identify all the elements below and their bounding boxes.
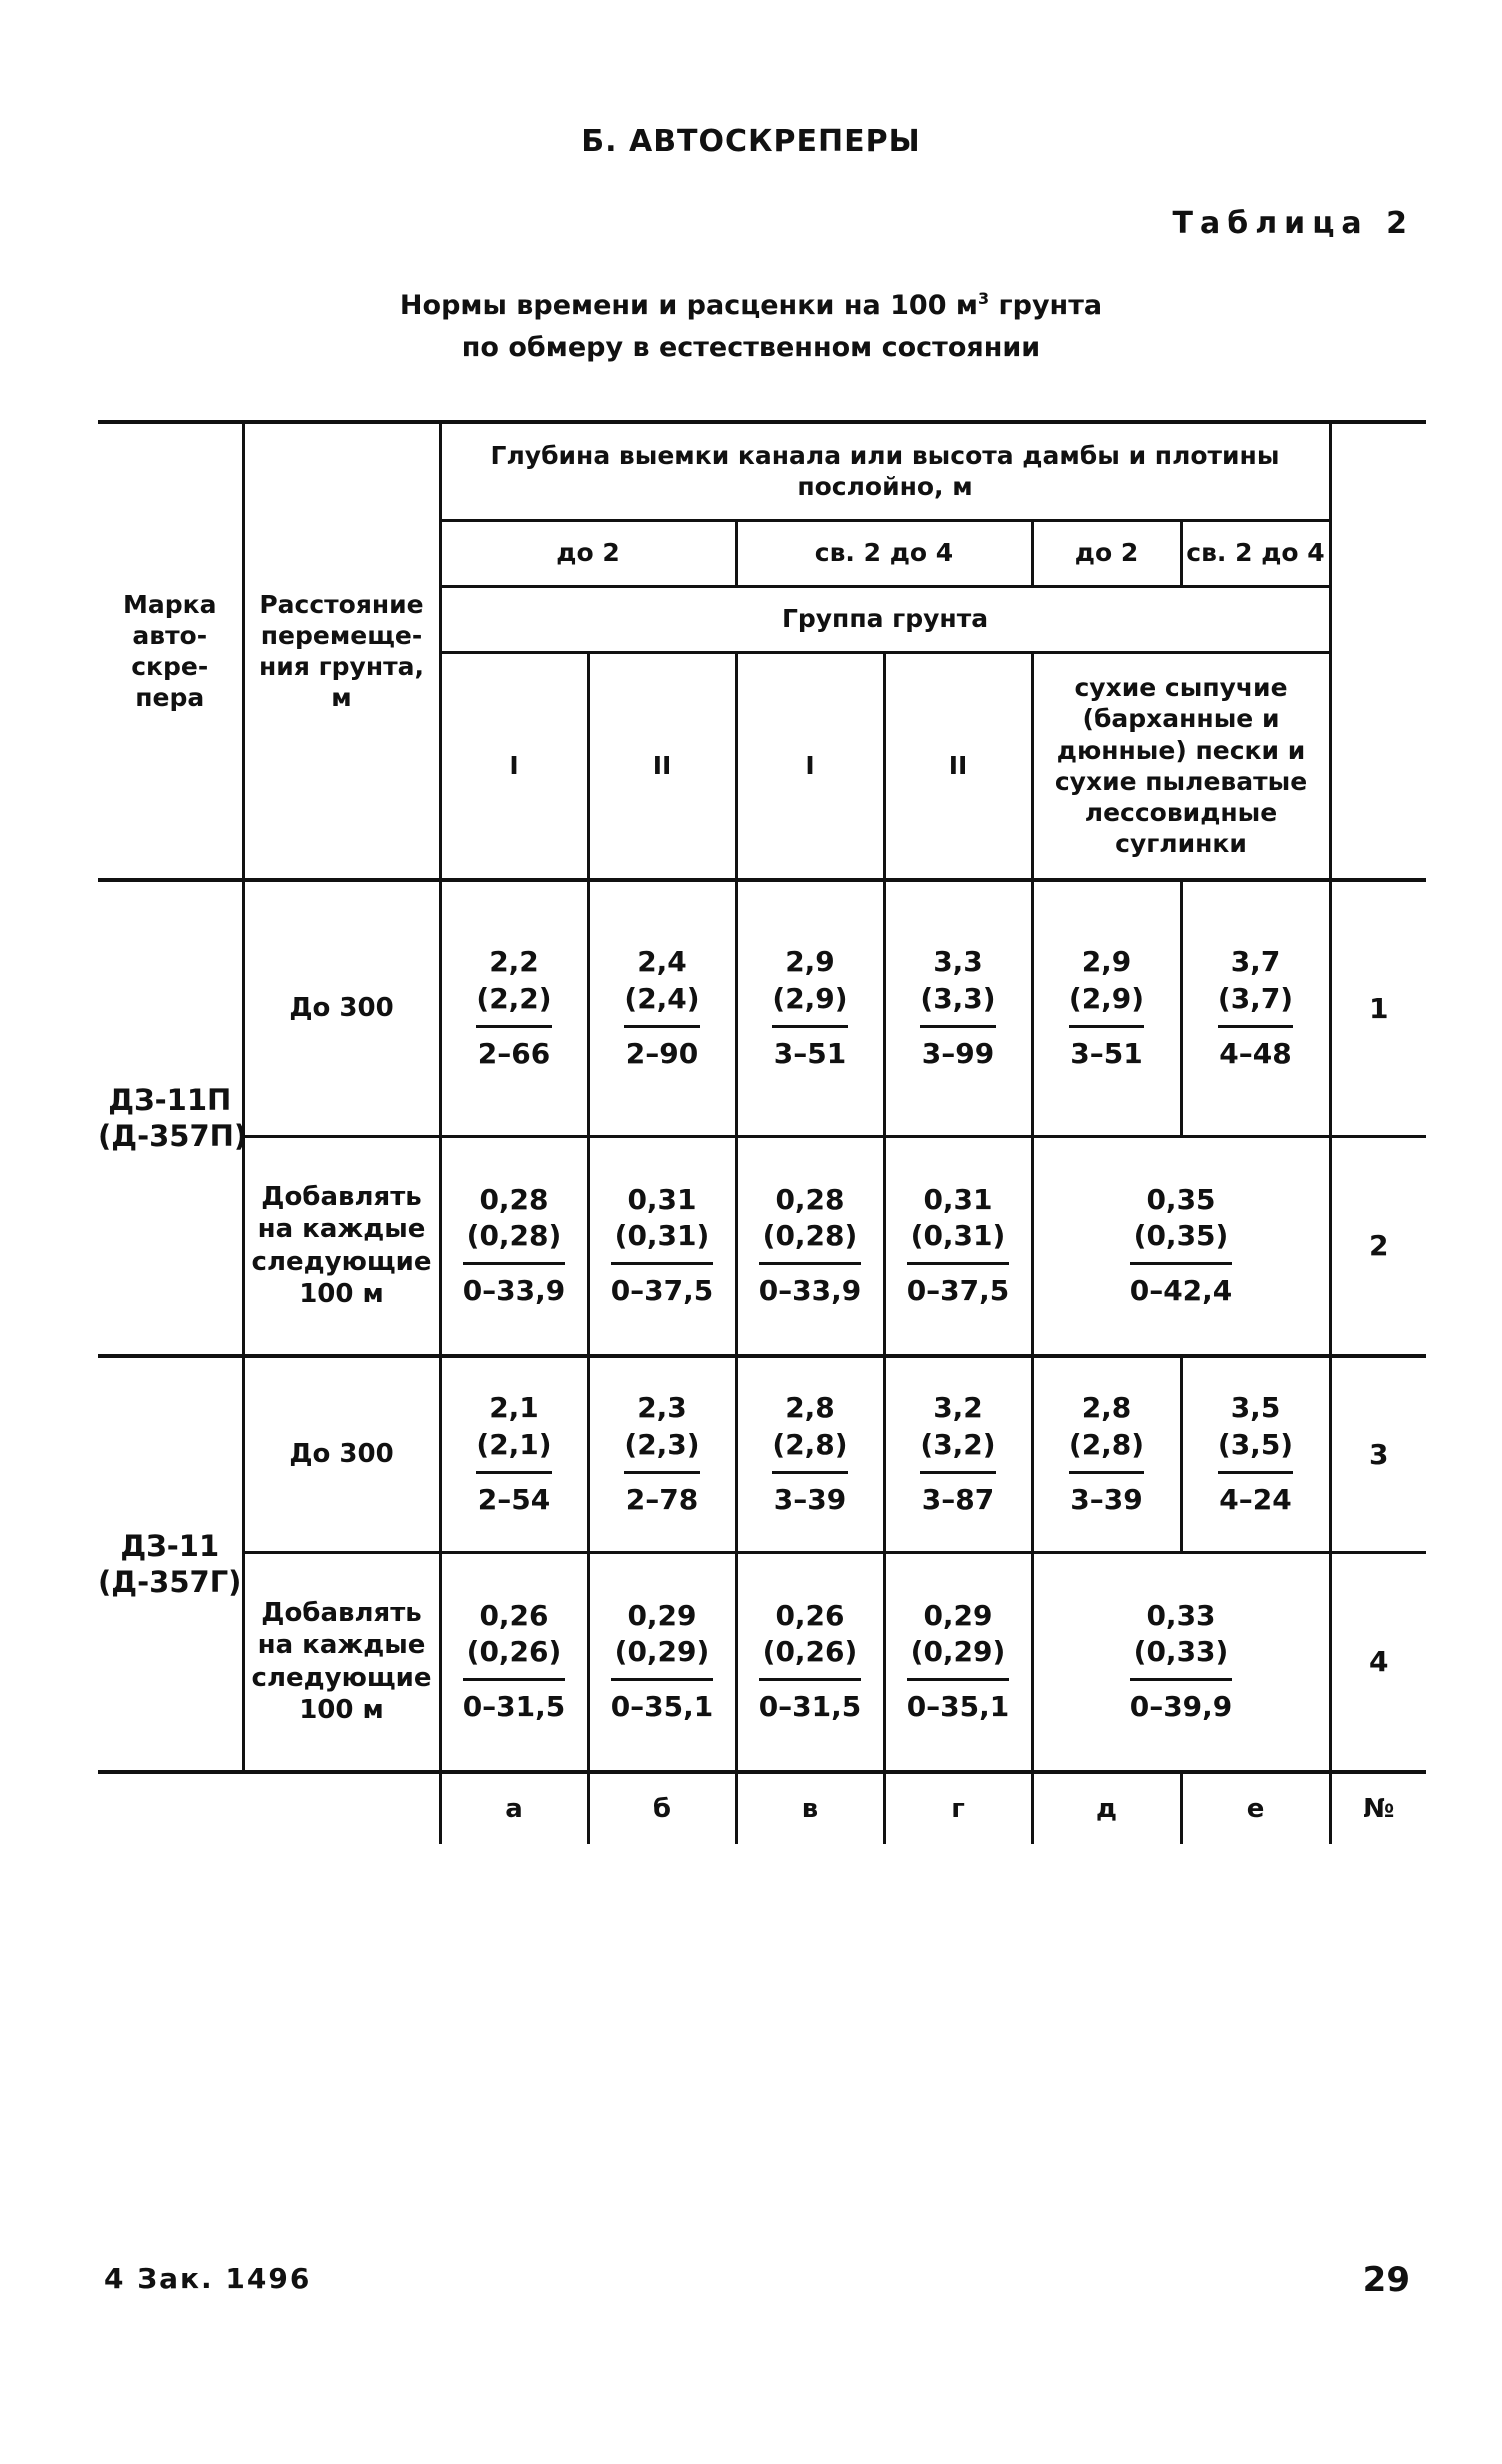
- table-cell: 2,2 (2,2) 2–66: [440, 880, 588, 1136]
- table-cell: 2,8 (2,8) 3–39: [736, 1356, 884, 1552]
- table-cell: 3,5 (3,5) 4–24: [1181, 1356, 1330, 1552]
- order-number: 4 Зак. 1496: [104, 2262, 312, 2295]
- row-label: До 300: [243, 880, 440, 1136]
- letters-blank: [98, 1772, 243, 1844]
- table-caption: [0, 278, 1502, 369]
- col-header-depth: Глубина выемки канала или высота дамбы и плотины послойно, м: [440, 422, 1330, 520]
- table-cell: 2,4 (2,4) 2–90: [588, 880, 736, 1136]
- letters-blank: [243, 1772, 440, 1844]
- col-header-distance: Расстояние перемеще-ния грунта, м: [243, 422, 440, 880]
- row-label: До 300: [243, 1356, 440, 1552]
- depth-group-4: св. 2 до 4: [1181, 520, 1330, 586]
- row-label: Добавлять на каждые следующие 100 м: [243, 1136, 440, 1356]
- column-letter: а: [440, 1772, 588, 1844]
- soil-group-1: I: [440, 652, 588, 880]
- depth-group-2: св. 2 до 4: [736, 520, 1032, 586]
- table-number: Таблица 2: [1172, 206, 1414, 241]
- model-name: ДЗ-11П (Д-357П): [98, 880, 243, 1356]
- row-label: Добавлять на каждые следующие 100 м: [243, 1552, 440, 1772]
- soil-group-4: II: [884, 652, 1032, 880]
- page-number: 29: [1362, 2260, 1410, 2300]
- column-letter: б: [588, 1772, 736, 1844]
- section-title: Б. АВТОСКРЕПЕРЫ: [581, 124, 921, 159]
- table-cell: 3,3 (3,3) 3–99: [884, 880, 1032, 1136]
- soil-group-header: Группа грунта: [440, 586, 1330, 652]
- caption-line-2: по обмеру в естественном состоянии: [461, 332, 1041, 363]
- table-cell: 0,28 (0,28) 0–33,9: [736, 1136, 884, 1356]
- table-cell: 2,9 (2,9) 3–51: [1032, 880, 1181, 1136]
- depth-group-3: до 2: [1032, 520, 1181, 586]
- table-cell: 0,26 (0,26) 0–31,5: [440, 1552, 588, 1772]
- table-cell: 2,3 (2,3) 2–78: [588, 1356, 736, 1552]
- table-cell: 0,35 (0,35) 0–42,4: [1032, 1136, 1330, 1356]
- depth-group-1: до 2: [440, 520, 736, 586]
- table-cell: 2,1 (2,1) 2–54: [440, 1356, 588, 1552]
- model-name: ДЗ-11 (Д-357Г): [98, 1356, 243, 1772]
- num-header: №: [1330, 1772, 1426, 1844]
- row-number: 4: [1330, 1552, 1426, 1772]
- col-header-num-blank: [1330, 422, 1426, 880]
- table-cell: 0,31 (0,31) 0–37,5: [588, 1136, 736, 1356]
- table-cell: 0,33 (0,33) 0–39,9: [1032, 1552, 1330, 1772]
- soil-group-special: сухие сыпучие (барханные и дюнные) пески и сухие пылеватые лессовидные суглинки: [1032, 652, 1330, 880]
- table-cell: 3,2 (3,2) 3–87: [884, 1356, 1032, 1552]
- table-cell: 3,7 (3,7) 4–48: [1181, 880, 1330, 1136]
- table-cell: 0,28 (0,28) 0–33,9: [440, 1136, 588, 1356]
- row-number: 2: [1330, 1136, 1426, 1356]
- soil-group-3: I: [736, 652, 884, 880]
- caption-line-1: Нормы времени и расценки на 100 $м^3$ грунта: [399, 289, 1103, 321]
- table-cell: 0,29 (0,29) 0–35,1: [588, 1552, 736, 1772]
- column-letter: д: [1032, 1772, 1181, 1844]
- row-number: 3: [1330, 1356, 1426, 1552]
- row-number: 1: [1330, 880, 1426, 1136]
- table-cell: 2,8 (2,8) 3–39: [1032, 1356, 1181, 1552]
- soil-group-2: II: [588, 652, 736, 880]
- column-letter: в: [736, 1772, 884, 1844]
- column-letter: е: [1181, 1772, 1330, 1844]
- norms-table: [98, 420, 1426, 1844]
- column-letter: г: [884, 1772, 1032, 1844]
- col-header-model: Марка авто-скре-пера: [98, 422, 243, 880]
- table-cell: 0,26 (0,26) 0–31,5: [736, 1552, 884, 1772]
- table-cell: 2,9 (2,9) 3–51: [736, 880, 884, 1136]
- table-cell: 0,29 (0,29) 0–35,1: [884, 1552, 1032, 1772]
- table-cell: 0,31 (0,31) 0–37,5: [884, 1136, 1032, 1356]
